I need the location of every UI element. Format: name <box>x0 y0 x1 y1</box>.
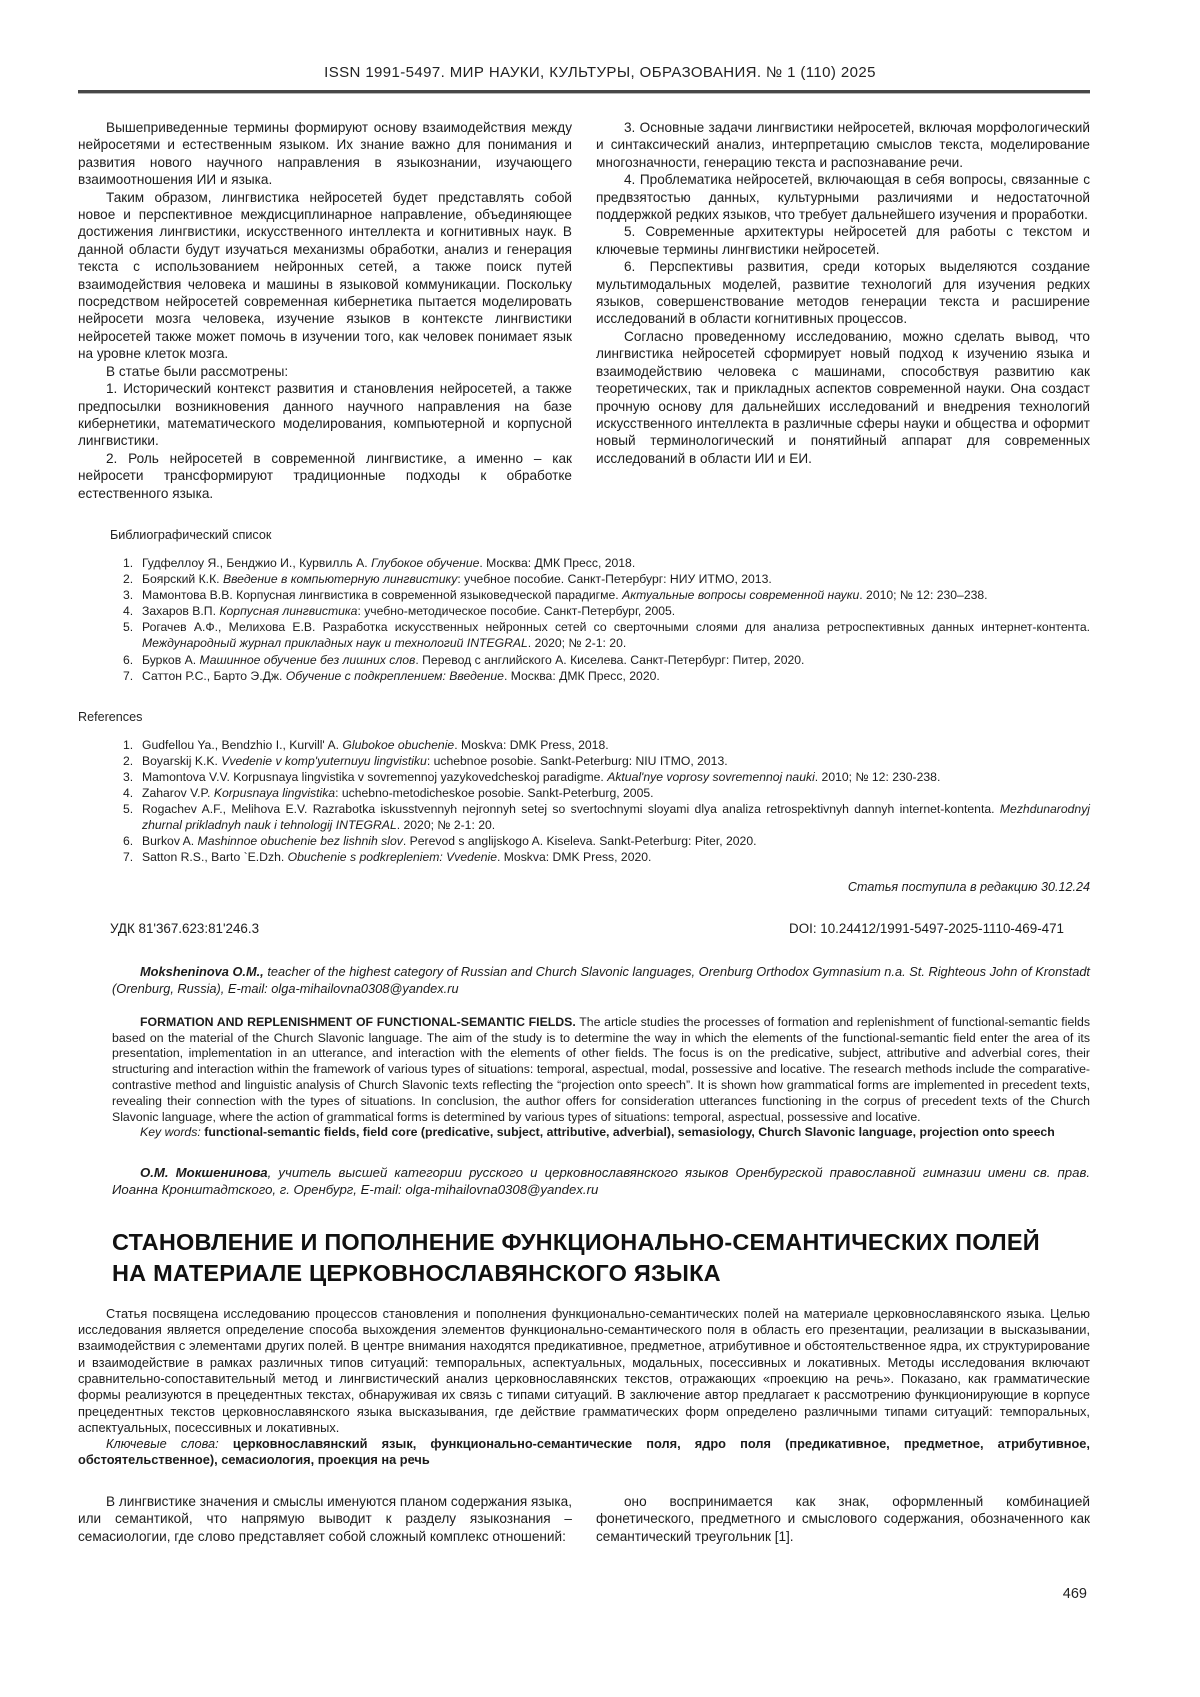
keywords-en: Key words: functional-semantic fields, field core (predicative, subject, attributive, adverbial), semasiology, Church Slavonic language, projection onto speech <box>140 1125 1055 1140</box>
article-meta-row <box>78 921 1090 936</box>
article-title-line2: НА МАТЕРИАЛЕ ЦЕРКОВНОСЛАВЯНСКОГО ЯЗЫКА <box>112 1259 721 1286</box>
article-paragraph: 4. Проблематика нейросетей, включающая в себя вопросы, связанные с предвзятостью данных, культурными различиями и недостаточной поддержкой редких языков, что требует дальнейшего изучения и проработки. <box>596 172 1090 223</box>
article-left-column <box>78 119 572 502</box>
author-info-en <box>112 964 1090 996</box>
author-name-en: Moksheninova O.M., <box>140 964 264 980</box>
udk-code: УДК 81'367.623:81'246.3 <box>110 921 260 937</box>
keywords-ru: Ключевые слова: церковнославянский язык, функционально-семантические поля, ядро поля (предикативное, предметное, атрибутивное, обстоятельственное), семасиология, проекция на речь <box>78 1436 1090 1468</box>
article-intro-section <box>78 1493 1090 1545</box>
author-name-ru: О.М. Мокшенинова <box>140 1165 268 1181</box>
journal-header: ISSN 1991-5497. МИР НАУКИ, КУЛЬТУРЫ, ОБРАЗОВАНИЯ. № 1 (110) 2025 <box>324 64 876 81</box>
intro-paragraph-left: В лингвистике значения и смыслы именуются планом содержания языка, или семантикой, что напрямую выводит к разделу языкознания – семасиологии, где слово представляет собой сложный комплекс отношений: <box>78 1493 572 1544</box>
author-info-ru <box>112 1165 1090 1199</box>
intro-left-column <box>78 1493 572 1545</box>
reference-item: 7. Саттон Р.С., Барто Э.Дж. Обучение с подкреплением: Введение. Москва: ДМК Пресс, 2020. <box>123 668 660 683</box>
author-affiliation-ru: , учитель высшей категории русского и церковнославянского языков Оренбургской православной гимназии имени св. прав. Иоанна Кронштадтского, г. Оренбург, E-mail: olga-mihailovna0308@yandex.ru <box>112 1165 1091 1198</box>
article-paragraph: 1. Исторический контекст развития и становления нейросетей, а также предпосылки возникновения данного научного направления на базе кибернетики, математического моделирования, компьютерной и корпусной лингвистики. <box>78 381 572 449</box>
intro-right-column <box>596 1493 1090 1545</box>
doi-code: DOI: 10.24412/1991-5497-2025-1110-469-471 <box>789 921 1064 937</box>
reference-item: 3. Mamontova V.V. Korpusnaya lingvistika v sovremennoj yazykovedcheskoj paradigme. Aktual'nye voprosy sovremennoj nauki. 2010; № 12: 230-238. <box>123 769 941 784</box>
reference-item: 2. Boyarskij K.K. Vvedenie v komp'yuternuyu lingvistiku: uchebnoe posobie. Sankt-Peterburg: NIU ITMO, 2013. <box>123 753 728 768</box>
abstract-ru <box>78 1306 1090 1469</box>
article-paragraph: 2. Роль нейросетей в современной лингвистике, а именно – как нейросети трансформируют традиционные подходы к обработке естественного языка. <box>78 450 572 501</box>
reference-item: 1. Гудфеллоу Я., Бенджио И., Курвилль А. Глубокое обучение. Москва: ДМК Пресс, 2018. <box>123 555 636 570</box>
reference-item: 4. Zaharov V.P. Korpusnaya lingvistika: uchebno-metodicheskoe posobie. Sankt-Peterburg, 2005. <box>123 785 654 800</box>
reference-item: 3. Мамонтова В.В. Корпусная лингвистика в современной языковедческой парадигме. Актуальные вопросы современной науки. 2010; № 12: 230–238. <box>123 588 988 603</box>
reference-item: 4. Захаров В.П. Корпусная лингвистика: учебно-методическое пособие. Санкт-Петербург, 2005. <box>123 604 676 619</box>
references-section <box>78 710 1090 866</box>
reference-item: 7. Satton R.S., Barto `E.Dzh. Obuchenie s podkrepleniem: Vvedenie. Moskva: DMK Press, 2020. <box>123 850 652 865</box>
header-rule <box>78 90 1090 94</box>
references-list <box>78 737 1090 866</box>
article-title <box>112 1227 1090 1289</box>
reference-item: 6. Burkov A. Mashinnoe obuchenie bez lishnih slov. Perevod s anglijskogo A. Kiseleva. Sankt-Peterburg: Piter, 2020. <box>123 834 757 849</box>
page-number: 469 <box>1062 1586 1087 1602</box>
article-paragraph: 3. Основные задачи лингвистики нейросетей, включая морфологический и синтаксический анализ, интерпретацию смыслов текста, моделирование многозначности, генерацию текста и распознавание речи. <box>596 120 1090 170</box>
reference-item: 6. Бурков А. Машинное обучение без лишних слов. Перевод с английского А. Киселева. Санкт-Петербург: Питер, 2020. <box>123 652 805 667</box>
bibliography-section <box>78 528 1090 684</box>
article-paragraph: Согласно проведенному исследованию, можно сделать вывод, что лингвистика нейросетей сформирует новый подход к изучению языка и взаимодействию человека с машинами, способствуя развитию как теоретических, так и прикладных аспектов современной науки. Она создаст прочную основу для дальнейших исследований и внедрения технологий искусственного интеллекта в различные сферы науки и общества и оформит новый терминологический и понятийный аппарат для современных исследований в области ИИ и ЕИ. <box>596 328 1090 466</box>
article-paragraph: 5. Современные архитектуры нейросетей для работы с текстом и ключевые термины лингвистики нейросетей. <box>596 224 1090 257</box>
reference-item: 1. Gudfellou Ya., Bendzhio I., Kurvill' A. Glubokoe obuchenie. Moskva: DMK Press, 2018. <box>123 737 609 752</box>
reference-item: 5. Rogachev A.F., Melihova E.V. Razrabotka iskusstvennyh nejronnyh setej so svertochnymi sloyami dlya analiza retrospektivnyh dannyh internet-kontenta. Mezhdunarodnyj zhurnal prikladnyh nauk i tehnologij INTEGRAL. 2020; № 2-1: 20. <box>123 802 1090 833</box>
article-paragraph: Таким образом, лингвистика нейросетей будет представлять собой новое и перспективное междисциплинарное направление, объединяющее достижения лингвистики, искусственного интеллекта и когнитивных наук. В данной области будут изучаться механизмы обработки, анализ и генерация текста с использованием нейронных сетей, а также поиск путей взаимодействия человека и машины в языковой коммуникации. Поскольку посредством нейросетей современная кибернетика пытается моделировать нейросети мозга человека, изучение языков в контексте лингвистики нейросетей также может помочь в изучении того, как человек понимает язык на уровне клеток мозга. <box>78 189 572 362</box>
article-paragraph: 6. Перспективы развития, среди которых выделяются создание мультимодальных моделей, развитие технологий для изучения редких языков, совершенствование методов генерации текста и расширение исследований в области когнитивных процессов. <box>596 259 1090 327</box>
abstract-ru-text: Статья посвящена исследованию процессов становления и пополнения функционально-семантических полей на материале церковнославянского языка. Целью исследования является определение способа выхождения элементов функционально-семантического поля в область его презентации, реализации в высказывании, взаимодействия с элементами других полей. В центре внимания находятся предикативное, предметное, атрибутивное и обстоятельственное ядра, их структурирование и взаимодействие в рамках различных типов ситуаций: темпоральных, аспектуальных, модальных, посессивных и локативных. Методы исследования включают сравнительно-сопоставительный метод и лингвистический анализ церковнославянских текстов, отражающих «проекцию на речь». Показано, как грамматические формы реализуются в прецедентных текстах, обнаруживая их связь с типами ситуаций. В заключение автор предлагает к рассмотрению функционирующие в корпусе прецедентных текстов церковнославянского языка высказывания, где действие грамматических форм определено различными типами ситуаций: темпоральных, аспектуальных, посессивных и локативных. <box>78 1305 1090 1435</box>
article-title-line1: СТАНОВЛЕНИЕ И ПОПОЛНЕНИЕ ФУНКЦИОНАЛЬНО-СЕМАНТИЧЕСКИХ ПОЛЕЙ <box>112 1228 1040 1255</box>
bibliography-list <box>78 555 1090 684</box>
abstract-en-title: FORMATION AND REPLENISHMENT OF FUNCTIONAL-SEMANTIC FIELDS. <box>140 1014 576 1029</box>
article-end-section <box>78 119 1090 502</box>
reference-item: 2. Боярский К.К. Введение в компьютерную лингвистику: учебное пособие. Санкт-Петербург: НИУ ИТМО, 2013. <box>123 572 772 587</box>
author-affiliation-en: teacher of the highest category of Russian and Church Slavonic languages, Orenburg Orthodox Gymnasium n.a. St. Righteous John of Kronstadt (Orenburg, Russia), E-mail: olga-mihailovna0308@yandex.ru <box>112 964 1090 996</box>
abstract-en <box>112 1015 1090 1141</box>
intro-paragraph-right: оно воспринимается как знак, оформленный комбинацией фонетического, предметного и смыслового содержания, обозначенного как семантический треугольник [1]. <box>596 1493 1090 1544</box>
article-paragraph: В статье были рассмотрены: <box>106 363 289 379</box>
references-heading: References <box>78 709 143 724</box>
article-paragraph: Вышеприведенные термины формируют основу взаимодействия между нейросетями и естественным языком. Их знание важно для понимания и развития нового научного направления в языкознании, изучающего взаимоотношения ИИ и языка. <box>78 120 572 188</box>
article-right-column <box>596 119 1090 502</box>
abstract-en-text: FORMATION AND REPLENISHMENT OF FUNCTIONAL-SEMANTIC FIELDS. The article studies the processes of formation and replenishment of functional-semantic fields based on the material of the Church Slavonic language. The aim of the study is to determine the way in which the elements of the functional-semantic field enter the area of its presentation, implementation in an utterance, and interaction with the elements of other fields. The focus is on the predicative, subject, attributive and adverbial cores, their structuring and interaction within the framework of various types of situations: temporal, aspectual, modal, possessive and locative. The research methods include the comparative-contrastive method and linguistic analysis of Church Slavonic texts reflecting the “projection onto speech”. It is shown how grammatical forms are implemented in precedent texts, revealing their connection with the types of situations. In conclusion, the author offers for consideration utterances functioning in the corpus of precedent texts of the Church Slavonic language, where the action of grammatical forms is determined by various types of situations: temporal, aspectual, possessive and locative. <box>112 1014 1091 1124</box>
received-date: Статья поступила в редакцию 30.12.24 <box>847 880 1090 895</box>
reference-item: 5. Рогачев А.Ф., Мелихова Е.В. Разработка искусственных нейронных сетей со сверточными слоями для анализа ретроспективных данных интернет-контента. Международный журнал прикладных наук и технологий INTEGRAL. 2020; № 2-1: 20. <box>123 620 1090 651</box>
bibliography-heading: Библиографический список <box>110 527 272 542</box>
